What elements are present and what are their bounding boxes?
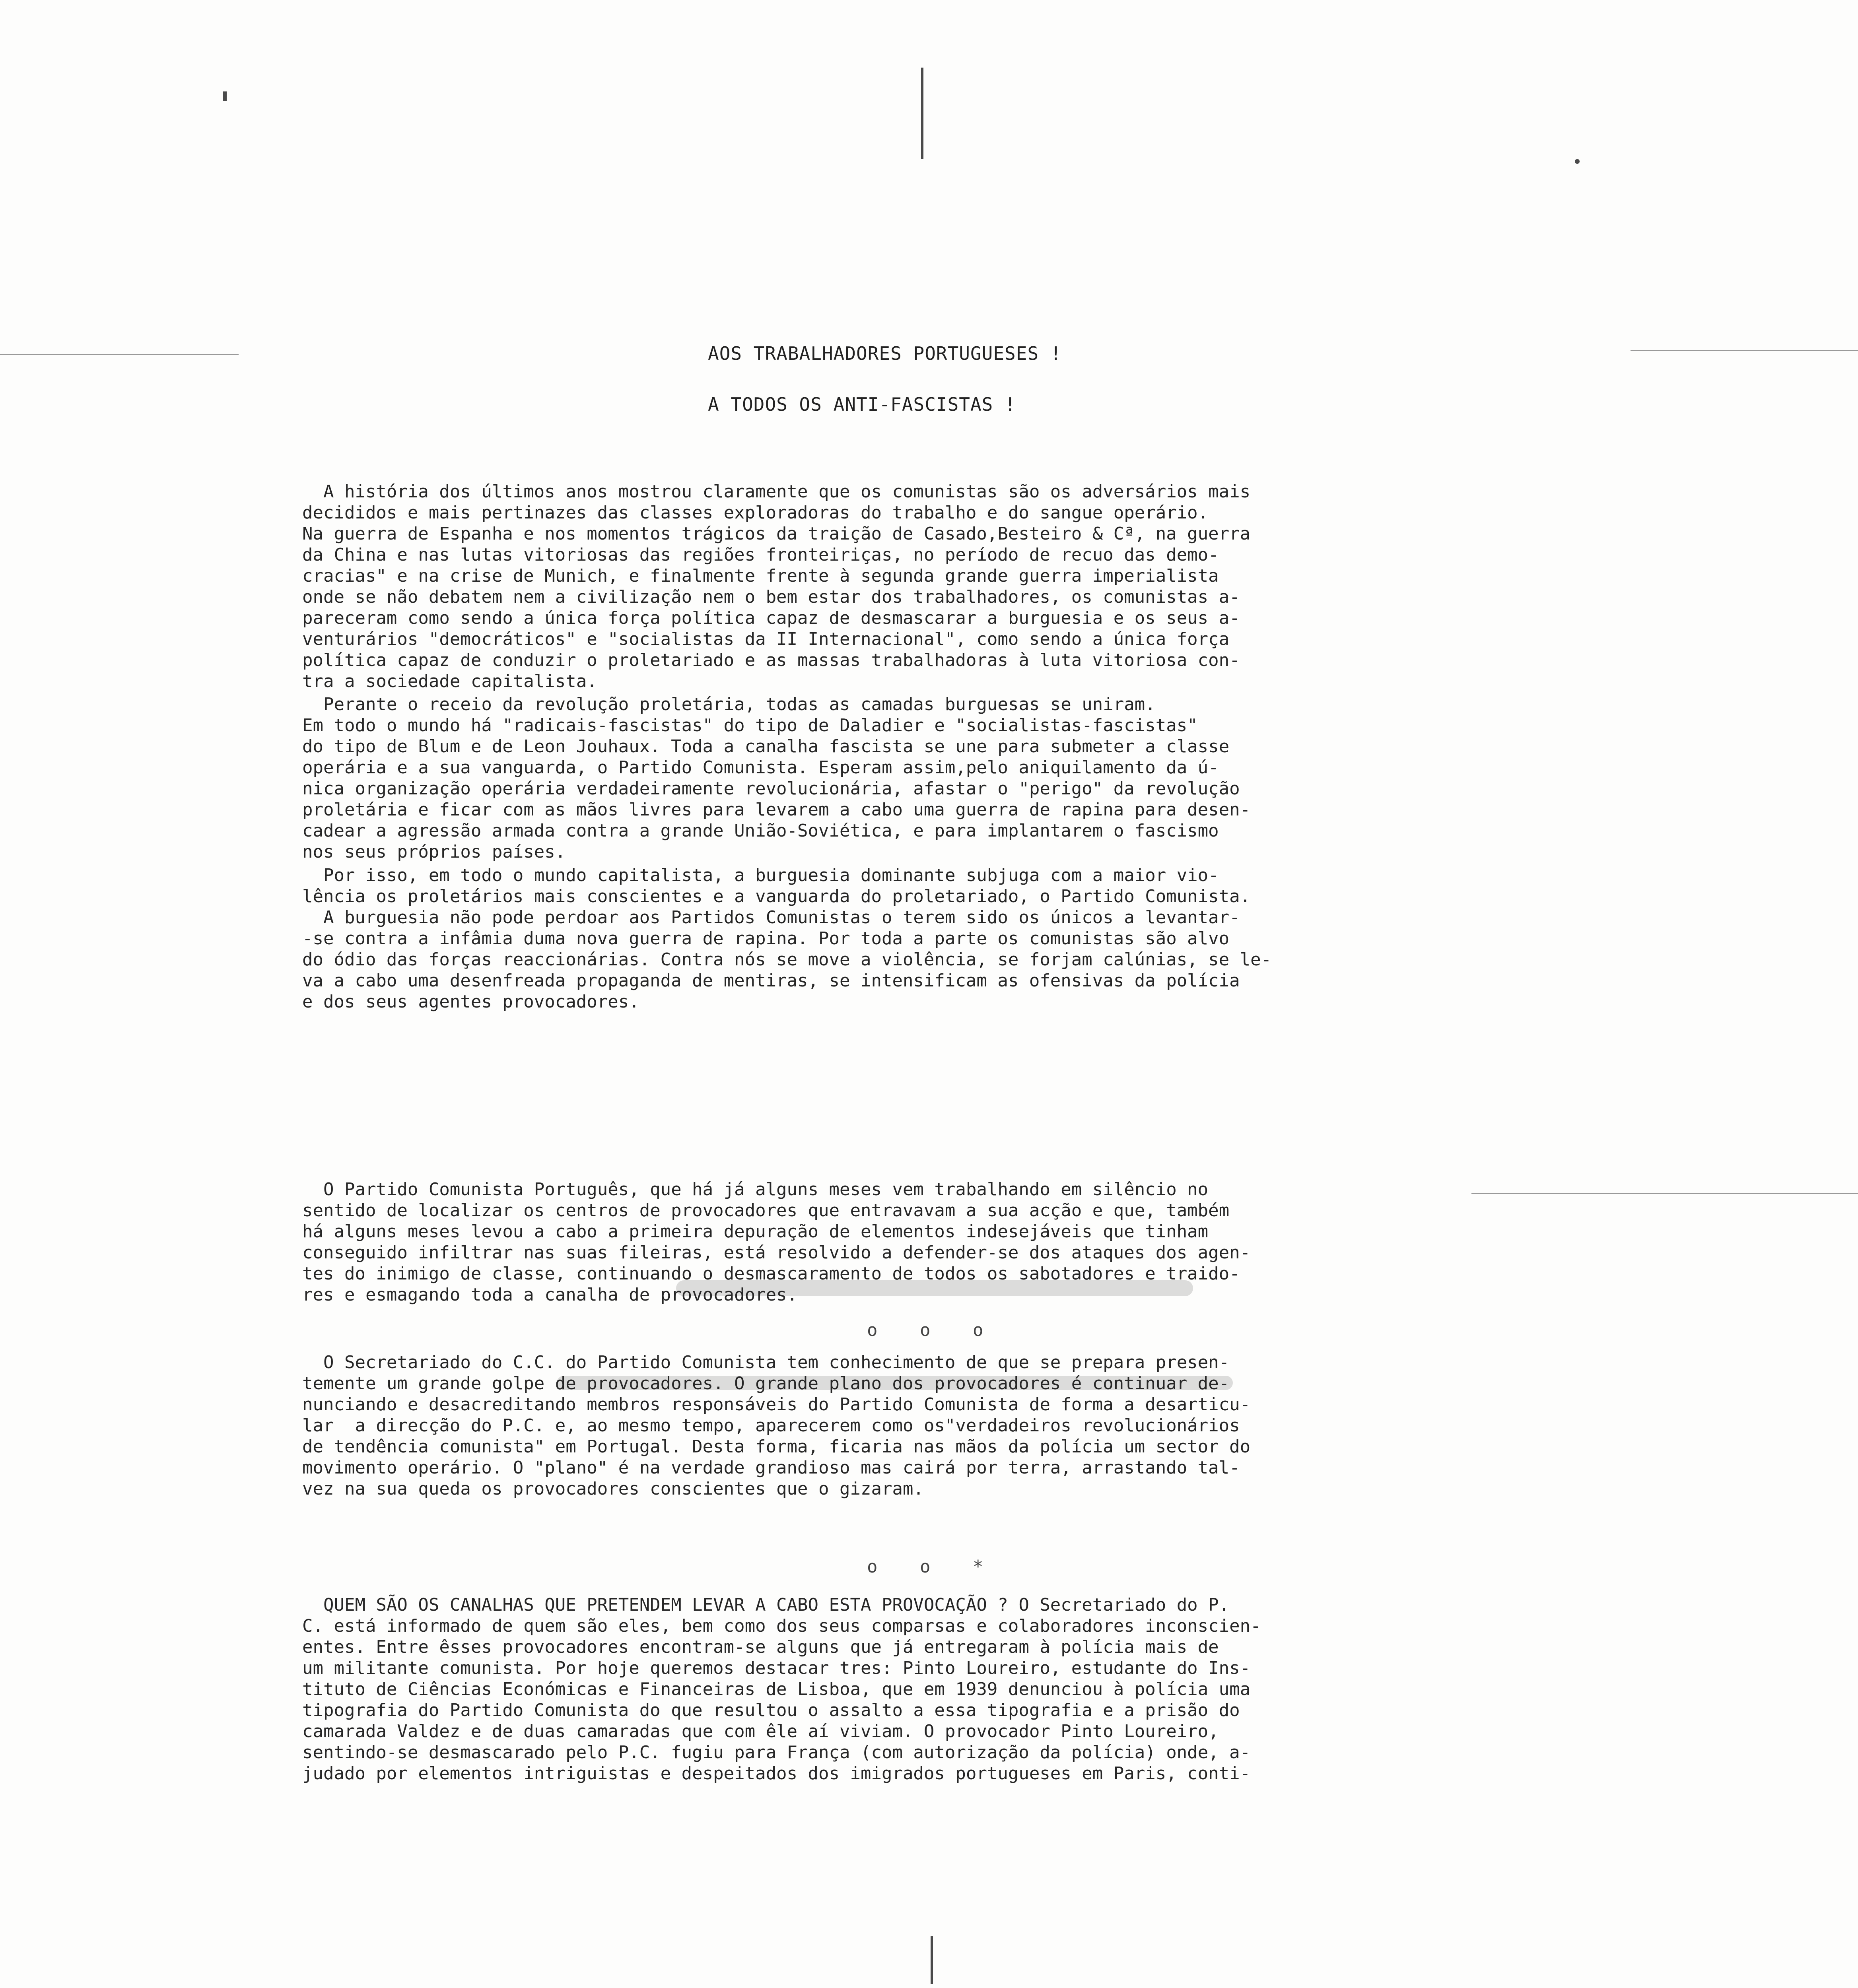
margin-rule-left	[0, 354, 239, 355]
text-line: cadear a agressão armada contra a grande União-Soviética, e para implantarem o fascismo	[302, 821, 1219, 841]
paragraph-4	[302, 1179, 1495, 1305]
text-line: nos seus próprios países.	[302, 842, 566, 862]
section-separator-1: o o o	[867, 1320, 999, 1340]
text-line: va a cabo uma desenfreada propaganda de mentiras, se intensificam as ofensivas da polícia	[302, 971, 1240, 991]
text-line: decididos e mais pertinazes das classes exploradoras do trabalho e do sangue operário.	[302, 503, 1209, 523]
text-line: QUEM SÃO OS CANALHAS QUE PRETENDEM LEVAR A CABO ESTA PROVOCAÇÃO ? O Secretariado do P.	[302, 1595, 1230, 1615]
document-heading-2: A TODOS OS ANTI-FASCISTAS !	[708, 394, 1016, 415]
text-line: Em todo o mundo há "radicais-fascistas" do tipo de Daladier e "socialistas-fascistas"	[302, 715, 1198, 736]
text-line: sentindo-se desmascarado pelo P.C. fugiu para França (com autorização da polícia) onde, a-	[302, 1742, 1251, 1763]
text-line: O Partido Comunista Português, que há já alguns meses vem trabalhando em silêncio no	[302, 1179, 1209, 1200]
text-line: tes do inimigo de classe, continuando o desmascaramento de todos os sabotadores e traido-	[302, 1264, 1240, 1284]
margin-rule-right	[1631, 350, 1858, 351]
text-line: camarada Valdez e de duas camaradas que com êle aí viviam. O provocador Pinto Loureiro,	[302, 1721, 1219, 1741]
text-line: O Secretariado do C.C. do Partido Comunista tem conhecimento de que se prepara presen-	[302, 1352, 1230, 1373]
text-line: um militante comunista. Por hoje queremos destacar tres: Pinto Loureiro, estudante do Ins-	[302, 1658, 1251, 1678]
text-line: conseguido infiltrar nas suas fileiras, está resolvido a defender-se dos ataques dos agen-	[302, 1242, 1251, 1263]
text-line: lência os proletários mais conscientes e a vanguarda do proletariado, o Partido Comunista.	[302, 886, 1251, 907]
scan-speck	[1575, 159, 1580, 164]
text-line: nunciando e desacreditando membros responsáveis do Partido Comunista de forma a desarticu-	[302, 1394, 1251, 1415]
text-line: Por isso, em todo o mundo capitalista, a burguesia dominante subjuga com a maior vio-	[302, 865, 1219, 885]
margin-rule-right-mid	[1471, 1193, 1858, 1194]
text-line: -se contra a infâmia duma nova guerra de rapina. Por toda a parte os comunistas são alvo	[302, 928, 1230, 949]
text-line: do ódio das forças reaccionárias. Contra nós se move a violência, se forjam calúnias, se le-	[302, 949, 1272, 970]
text-line: proletária e ficar com as mãos livres para levarem a cabo uma guerra de rapina para desen-	[302, 800, 1251, 820]
text-line: pareceram como sendo a única força política capaz de desmascarar a burguesia e os seus a-	[302, 608, 1240, 628]
paragraph-6	[302, 1594, 1495, 1784]
text-line: e dos seus agentes provocadores.	[302, 992, 639, 1012]
text-line: há alguns meses levou a cabo a primeira depuração de elementos indesejáveis que tinham	[302, 1221, 1209, 1242]
text-line: do tipo de Blum e de Leon Jouhaux. Toda a canalha fascista se une para submeter a classe	[302, 736, 1230, 757]
text-line: tra a sociedade capitalista.	[302, 671, 597, 691]
text-line: venturários "democráticos" e "socialistas da II Internacional", como sendo a única força	[302, 629, 1230, 649]
text-line: movimento operário. O "plano" é na verdade grandioso mas cairá por terra, arrastando tal-	[302, 1458, 1240, 1478]
text-line: cracias" e na crise de Munich, e finalmente frente à segunda grande guerra imperialista	[302, 566, 1219, 586]
section-separator-2: o o *	[867, 1557, 999, 1577]
text-line: temente um grande golpe de provocadores. O grande plano dos provocadores é continuar de-	[302, 1373, 1230, 1394]
text-line: política capaz de conduzir o proletariado e as massas trabalhadoras à luta vitoriosa con-	[302, 650, 1240, 670]
paragraph-5	[302, 1352, 1495, 1499]
text-line: Na guerra de Espanha e nos momentos trágicos da traição de Casado,Besteiro & Cª, na guerra	[302, 524, 1251, 544]
document-heading-1: AOS TRABALHADORES PORTUGUESES !	[708, 343, 1062, 364]
text-line: da China e nas lutas vitoriosas das regiões fronteiriças, no período de recuo das demo-	[302, 545, 1219, 565]
binding-mark-top	[921, 68, 923, 159]
paragraph-2	[302, 694, 1495, 862]
text-line: Perante o receio da revolução proletária, todas as camadas burguesas se uniram.	[302, 694, 1156, 714]
paragraph-3	[302, 865, 1495, 1012]
text-line: operária e a sua vanguarda, o Partido Comunista. Esperam assim,pelo aniquilamento da ú-	[302, 757, 1219, 778]
text-line: vez na sua queda os provocadores conscientes que o gizaram.	[302, 1479, 924, 1499]
text-line: tipografia do Partido Comunista do que resultou o assalto a essa tipografia e a prisão do	[302, 1700, 1240, 1720]
text-line: lar a direcção do P.C. e, ao mesmo tempo, aparecerem como os"verdadeiros revolucionários	[302, 1415, 1240, 1436]
scan-speck	[223, 91, 227, 101]
text-line: nica organização operária verdadeiramente revolucionária, afastar o "perigo" da revolução	[302, 779, 1240, 799]
text-line: onde se não debatem nem a civilização nem o bem estar dos trabalhadores, os comunistas a-	[302, 587, 1240, 607]
text-line: A burguesia não pode perdoar aos Partidos Comunistas o terem sido os únicos a levantar-	[302, 907, 1240, 928]
text-line: tituto de Ciências Económicas e Financeiras de Lisboa, que em 1939 denunciou à polícia uma	[302, 1679, 1251, 1699]
text-line: de tendência comunista" em Portugal. Desta forma, ficaria nas mãos da polícia um sector do	[302, 1437, 1251, 1457]
binding-mark-bottom	[931, 1936, 933, 1984]
text-line: A história dos últimos anos mostrou claramente que os comunistas são os adversários mais	[302, 481, 1251, 502]
text-line: judado por elementos intriguistas e despeitados dos imigrados portugueses em Paris, conti-	[302, 1763, 1251, 1784]
text-line: entes. Entre êsses provocadores encontram-se alguns que já entregaram à polícia mais de	[302, 1637, 1219, 1657]
text-line: res e esmagando toda a canalha de provocadores.	[302, 1285, 798, 1305]
text-line: sentido de localizar os centros de provocadores que entravavam a sua acção e que, também	[302, 1200, 1230, 1221]
paragraph-1	[302, 481, 1495, 692]
text-line: C. está informado de quem são eles, bem como dos seus comparsas e colaboradores inconscien-	[302, 1616, 1261, 1636]
